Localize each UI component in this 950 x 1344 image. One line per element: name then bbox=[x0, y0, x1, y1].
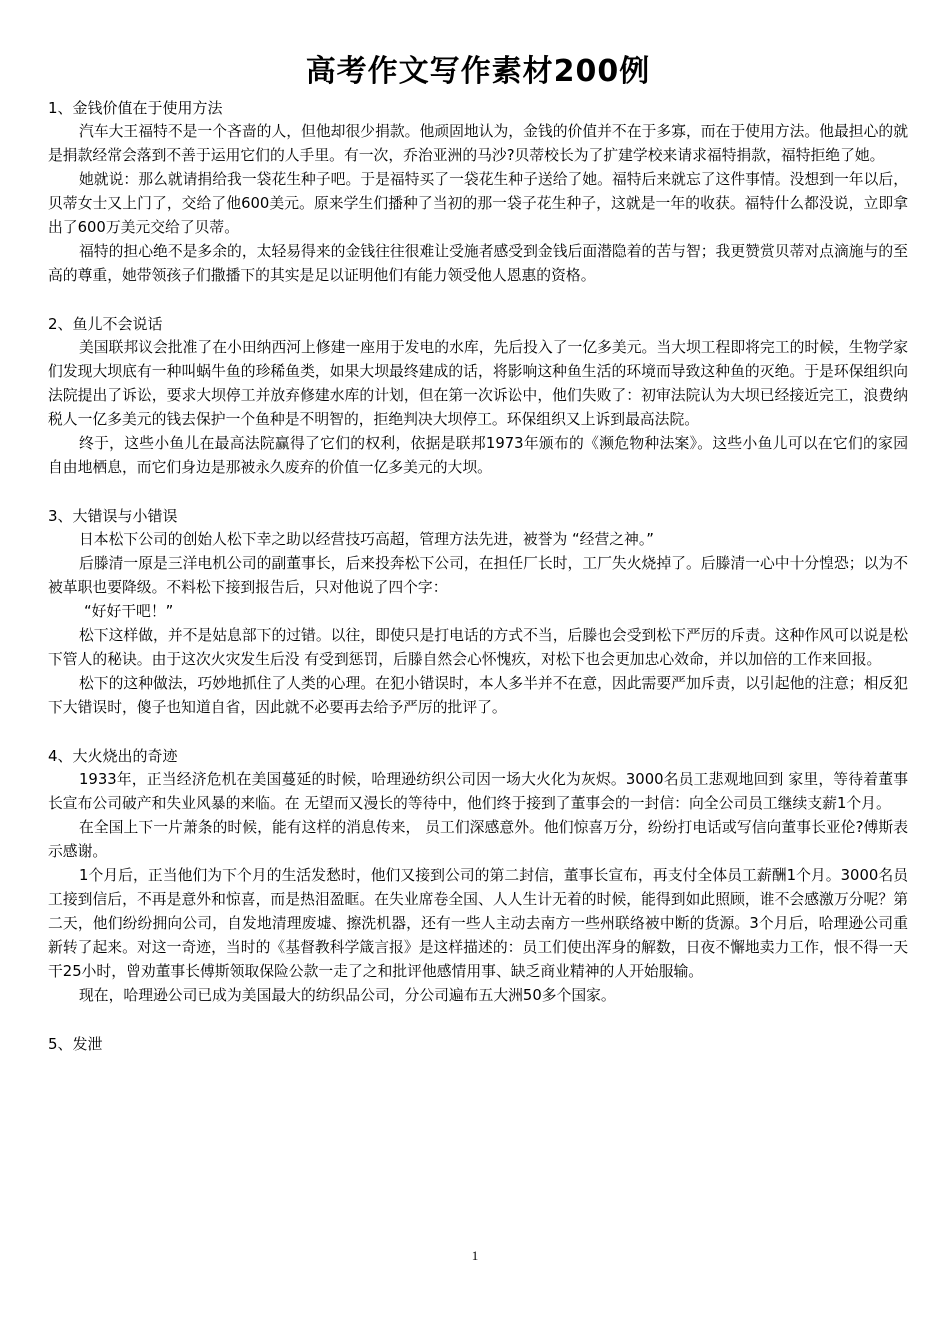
section-heading: 3、大错误与小错误 bbox=[48, 507, 178, 525]
section-heading: 4、大火烧出的奇迹 bbox=[48, 747, 178, 765]
paragraph: 终于，这些小鱼儿在最高法院赢得了它们的权利，依据是联邦1973年颁布的《濒危物种法案》。这些小鱼儿可以在它们的家园自由地栖息，而它们身边是那被永久废弃的价值一亿多美元的大坝。 bbox=[48, 435, 908, 476]
section-fish-cannot-speak bbox=[48, 312, 908, 480]
section-money-value bbox=[48, 96, 908, 288]
paragraph: 福特的担心绝不是多余的，太轻易得来的金钱往往很难让受施者感受到金钱后面潜隐着的苦与智；我更赞赏贝蒂对点滴施与的至高的尊重，她带领孩子们撒播下的其实是足以证明他们有能力领受他人恩惠的资格。 bbox=[48, 243, 908, 284]
section-miracle-from-fire bbox=[48, 744, 908, 1008]
quote-line: “好好干吧！” bbox=[84, 603, 174, 620]
document-page bbox=[48, 48, 908, 1056]
paragraph: 汽车大王福特不是一个吝啬的人，但他却很少捐款。他顽固地认为，金钱的价值并不在于多寡，而在于使用方法。他最担心的就是捐款经常会落到不善于运用它们的人手里。有一次，乔治亚洲的马沙?贝蒂校长为了扩建学校来请求福特捐款，福特拒绝了她。 bbox=[48, 123, 908, 164]
section-heading: 2、鱼儿不会说话 bbox=[48, 315, 163, 333]
paragraph: 后滕清一原是三洋电机公司的副董事长，后来投奔松下公司，在担任厂长时，工厂失火烧掉了。后滕清一心中十分惶恐；以为不被革职也要降级。不料松下接到报告后，只对他说了四个字： bbox=[48, 555, 908, 596]
page-number: 1 bbox=[471, 1248, 479, 1263]
document-title: 高考作文写作素材200例 bbox=[305, 54, 651, 89]
paragraph: 松下这样做，并不是姑息部下的过错。以往，即使只是打电话的方式不当，后滕也会受到松下严厉的斥责。这种作风可以说是松下管人的秘诀。由于这次火灾发生后没 有受到惩罚，后滕自然会心怀愧疚，对松下也会更加忠心效命，并以加倍的工作来回报。 bbox=[48, 627, 908, 668]
section-venting bbox=[48, 1032, 908, 1056]
paragraph: 美国联邦议会批准了在小田纳西河上修建一座用于发电的水库，先后投入了一亿多美元。当大坝工程即将完工的时候，生物学家们发现大坝底有一种叫蜗牛鱼的珍稀鱼类，如果大坝最终建成的话，将影响这种鱼生活的环境而导致这种鱼的灭绝。于是环保组织向法院提出了诉讼，要求大坝停工并放弃修建水库的计划，但在第一次诉讼中，他们失败了：初审法院认为大坝已经接近完工，浪费纳税人一亿多美元的钱去保护一个鱼种是不明智的，拒绝判决大坝停工。环保组织又上诉到最高法院。 bbox=[48, 339, 908, 428]
paragraph: 日本松下公司的创始人松下幸之助以经营技巧高超，管理方法先进，被誉为 “经营之神。” bbox=[79, 531, 654, 548]
paragraph: 1933年，正当经济危机在美国蔓延的时候，哈理逊纺织公司因一场大火化为灰烬。3000名员工悲观地回到 家里，等待着董事长宣布公司破产和失业风暴的来临。在 无望而又漫长的等待中，他们终于接到了董事会的一封信：向全公司员工继续支薪1个月。 bbox=[48, 771, 908, 812]
paragraph: 松下的这种做法，巧妙地抓住了人类的心理。在犯小错误时，本人多半并不在意，因此需要严加斥责，以引起他的注意；相反犯下大错误时，傻子也知道自省，因此就不必要再去给予严厉的批评了。 bbox=[48, 675, 908, 716]
paragraph: 现在，哈理逊公司已成为美国最大的纺织品公司，分公司遍布五大洲50多个国家。 bbox=[79, 987, 616, 1004]
section-heading: 1、金钱价值在于使用方法 bbox=[48, 99, 223, 117]
paragraph: 1个月后，正当他们为下个月的生活发愁时，他们又接到公司的第二封信，董事长宣布，再支付全体员工薪酬1个月。3000名员工接到信后，不再是意外和惊喜，而是热泪盈眶。在失业席卷全国、人人生计无着的时候，能得到如此照顾，谁不会感激万分呢？第二天，他们纷纷拥向公司，自发地清理废墟、擦洗机器，还有一些人主动去南方一些州联络被中断的货源。3个月后，哈理逊公司重新转了起来。对这一奇迹，当时的《基督教科学箴言报》是这样描述的：员工们使出浑身的解数，日夜不懈地卖力工作，恨不得一天干25小时，曾劝董事长傅斯领取保险公款一走了之和批评他感情用事、缺乏商业精神的人开始服输。 bbox=[48, 867, 908, 980]
section-heading: 5、发泄 bbox=[48, 1035, 103, 1053]
section-big-and-small-mistakes bbox=[48, 504, 908, 720]
paragraph: 在全国上下一片萧条的时候，能有这样的消息传来， 员工们深感意外。他们惊喜万分，纷纷打电话或写信向董事长亚伦?傅斯表示感谢。 bbox=[48, 819, 908, 860]
paragraph: 她就说：那么就请捐给我一袋花生种子吧。于是福特买了一袋花生种子送给了她。福特后来就忘了这件事情。没想到一年以后，贝蒂女士又上门了，交给了他600美元。原来学生们播种了当初的那一袋子花生种子，这就是一年的收获。福特什么都没说，立即拿出了600万美元交给了贝蒂。 bbox=[48, 171, 908, 236]
